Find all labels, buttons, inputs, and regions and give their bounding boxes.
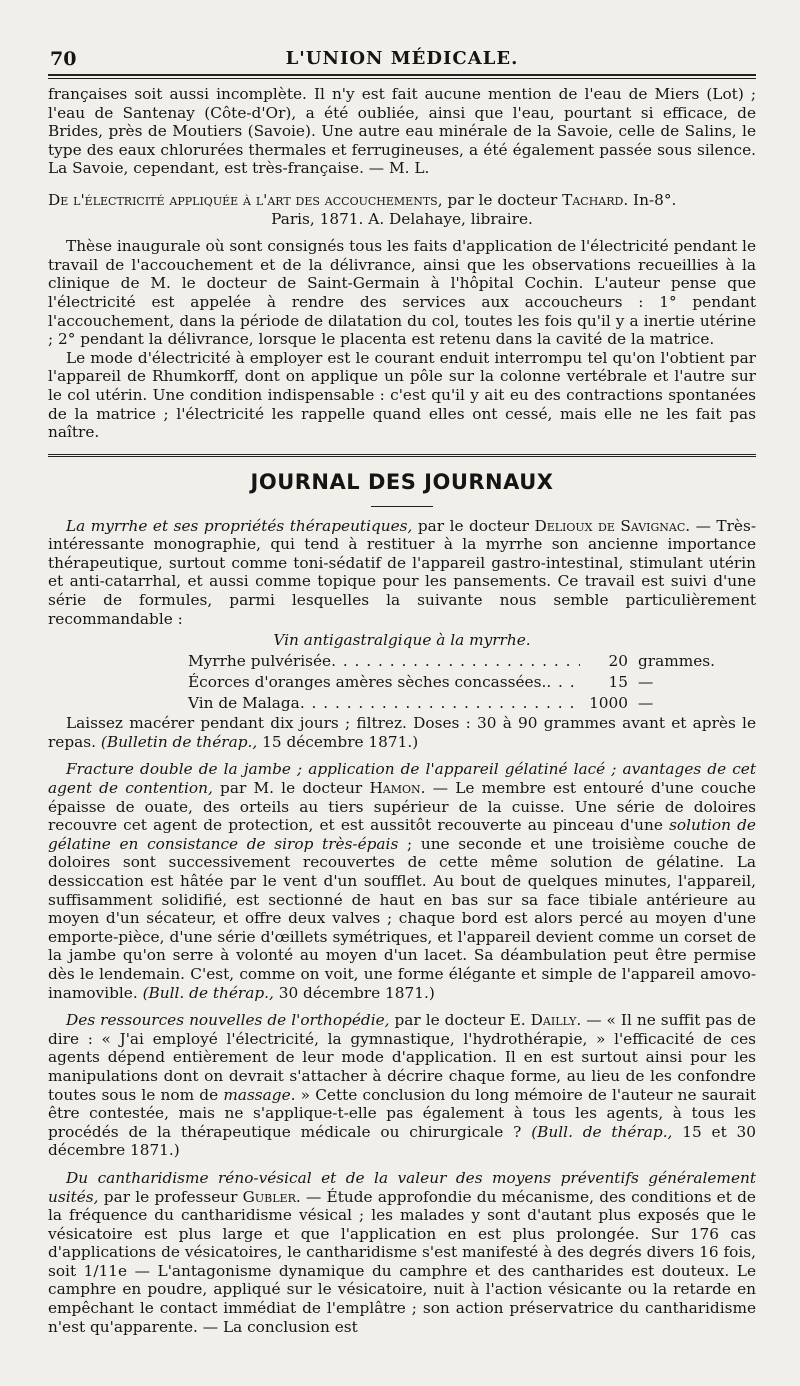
recipe-row: [48, 693, 756, 714]
entry-myrrhe: [48, 517, 756, 629]
section-short-rule: [371, 506, 433, 507]
entry-myrrhe-text: . — Très-intéressante monographie, qui tend à restituer à la myrrhe son ancienne importance thérapeutique, surtout comme toni-sédatif de l'appareil gastro-intestinal, stimulant utérin et anti-catarrhal, et aussi comme topique pour les pansements. Ce travail est suivi d'une série de formules, parmi lesquelles la suivante nous semble particulièrement recommandable :: [48, 516, 756, 628]
recipe-instructions-text: Laissez macérer pendant dix jours ; filtrez. Doses : 30 à 90 grammes avant et après le repas.: [48, 714, 756, 751]
book-publisher: Paris, 1871. A. Delahaye, libraire.: [271, 209, 533, 228]
entry-myrrhe-author: Delioux de Savignac: [534, 516, 686, 535]
book-title: De l'électricité appliquée à l'art des accouchements,: [48, 190, 443, 209]
book-review-heading: [48, 191, 756, 228]
book-paragraph-1: Thèse inaugurale où sont consignés tous les faits d'application de l'électricité pendant le travail de l'accouchement et de la délivrance, ainsi que les observations recueillies à la clinique de M. le docteur de Saint-Germain à l'hôpital Cochin. L'auteur pense que l'électricité est appelée à rendre des services aux accoucheurs : 1° pendant l'accouchement, dans la période de dilatation du col, toutes les fois qu'il y a inertie utérine ; 2° pendant la délivrance, lorsque le placenta est retenu dans la cavité de la matrice.: [48, 237, 757, 349]
section-rule: [48, 454, 756, 458]
entry-cantharidisme-by: par le professeur: [98, 1187, 243, 1206]
entry-orthopedie-text-1: . — « Il ne suffit pas de dire : « J'ai employé l'électricité, la gymnastique, l'hydrothérapie, » l'efficacité de ces agents dépend entièrement de leur mode d'application. Il en est surtout ainsi pour les manipulations dont on devrait s'attacher à décrire chaque forme, au lieu de les confondre toutes sous le nom de: [48, 1011, 756, 1104]
running-title: L'UNION MÉDICALE.: [285, 48, 519, 69]
page-number: 70: [50, 48, 77, 70]
entry-myrrhe-ref-journal: (Bulletin de thérap.,: [100, 732, 258, 751]
book-author-prefix: par le docteur: [442, 190, 563, 209]
recipe-title: Vin antigastralgique à la myrrhe.: [273, 631, 531, 650]
entry-myrrhe-by: par le docteur: [412, 516, 535, 535]
entry-orthopedie-text-2: . » Cette conclusion du long mémoire de l'auteur ne saurait être contestée, mais ne s'applique-t-elle pas également à tous les agents, à tous les procédés de la thérapeutique médicale ou chirurgicale ?: [48, 1085, 756, 1141]
entry-fracture-title: Fracture double de la jambe ; application de l'appareil gélatiné lacé ; avantages de cet agent de contention,: [48, 760, 756, 798]
ingredient-unit: grammes.: [638, 652, 715, 671]
journal-page: [48, 40, 756, 1336]
ingredient-name: Myrrhe pulvérisée: [188, 652, 332, 671]
entry-cantharidisme-text: . — Étude approfondie du mécanisme, des conditions et de la fréquence du cantharidisme vésical ; les malades y sont d'autant plus exposés que le vésicatoire est plus large et que l'application en est plus prolongée. Sur 176 cas d'applications de vésicatoires, le cantharidisme s'est manifesté à des degrés divers 16 fois, soit 1/11e — L'antagonisme dynamique du camphre et des cantharides est douteux. Le camphre en poudre, appliqué sur le vésicatoire, nuit à l'action vésicante ou la retarde en empêchant le contact immédiat de l'emplâtre ; son action préservatrice du cantharidisme n'est qu'apparente. — La conclusion est: [48, 1187, 756, 1336]
entry-fracture-italic: solution de gélatine en consistance de sirop très-épais: [48, 816, 756, 853]
book-paragraph-2: Le mode d'électricité à employer est le courant enduit interrompu tel qu'on l'obtient par l'appareil de Rhumkorff, dont on applique un pôle sur la colonne vertébrale et l'autre sur le col utérin. Une condition indispensable : c'est qu'il y ait eu des contractions spontanées de la matrice ; l'électricité les rappelle quand elles ont cessé, mais elle ne les fait pas naître.: [48, 348, 756, 442]
entry-orthopedie-title: Des ressources nouvelles de l'orthopédie,: [66, 1011, 390, 1030]
entry-cantharidisme: [48, 1169, 756, 1336]
entry-fracture-ref-date: 30 décembre 1871.): [273, 983, 435, 1002]
recipe-row: [48, 672, 756, 693]
header-rule: [48, 74, 756, 79]
entry-orthopedie: [48, 1011, 756, 1160]
recipe-row: [48, 651, 756, 672]
entry-orthopedie-italic: massage: [223, 1085, 291, 1104]
entry-orthopedie-author: E. Dailly: [509, 1011, 577, 1030]
entry-myrrhe-ref-date: 15 décembre 1871.): [257, 732, 419, 751]
entry-orthopedie-by: par le docteur: [389, 1011, 510, 1030]
entry-fracture-author: Hamon: [369, 779, 421, 798]
ingredient-unit: —: [638, 673, 654, 692]
entry-fracture: [48, 760, 756, 1002]
book-format: . In-8°.: [623, 190, 677, 209]
book-author: Tachard: [562, 190, 624, 209]
ingredient-name: Vin de Malaga: [188, 694, 300, 713]
entry-orthopedie-ref-journal: (Bull. de thérap.,: [531, 1122, 673, 1141]
section-title: JOURNAL DES JOURNAUX: [250, 469, 554, 494]
leader-dots: [546, 672, 580, 693]
ingredient-qty: 20: [608, 652, 628, 671]
entry-fracture-text-2: ; une seconde et une troisième couche de doloires sont successivement recouvertes de cette même solution de gélatine. La dessiccation est hâtée par le vent d'un soufflet. Au bout de quelques minutes, l'appareil, suffisamment solidifié, est sectionné de haut en bas sur sa face tibiale antérieure au moyen d'un sécateur, et offre deux valves ; chaque bord est alors percé au moyen d'une emporte-pièce, d'une série d'œillets symétriques, et l'appareil devient comme un corset de la jambe qu'on serre à volonté au moyen d'un lacet. Sa déambulation peut être permise dès le lendemain. C'est, comme on voit, une forme élégante et simple de l'appareil amovo-inamovible.: [48, 834, 756, 1002]
page-header: [48, 40, 756, 70]
ingredient-unit: —: [638, 694, 654, 713]
recipe-list: [48, 651, 756, 714]
entry-cantharidisme-author: Gubler: [242, 1187, 296, 1206]
entry-orthopedie-ref-date: 15 et 30 décembre 1871.): [48, 1122, 757, 1160]
leader-dots: [331, 651, 580, 672]
leader-dots: [300, 693, 580, 714]
opening-paragraph: françaises soit aussi incomplète. Il n'y est fait aucune mention de l'eau de Miers (Lot) ; l'eau de Santenay (Côte-d'Or), a été oubliée, ainsi que l'eau, pourtant si efficace, de Brides, près de Moutiers (Savoie). Une autre eau minérale de la Savoie, celle de Salins, le type des eaux chlorurées thermales et ferrugineuses, a été également passée sous silence. La Savoie, cependant, est très-française. — M. L.: [48, 85, 756, 178]
recipe-instructions: [48, 714, 756, 751]
entry-fracture-text-1: . — Le membre est entouré d'une couche épaisse de ouate, des orteils au tiers supérieur de la cuisse. Une série de doloires recouvre cet agent de protection, et est aussitôt recouverte au pinceau d'une: [48, 779, 756, 835]
entry-cantharidisme-title: Du cantharidisme réno-vésical et de la valeur des moyens préventifs généralement usités,: [48, 1168, 756, 1206]
ingredient-name: Écorces d'oranges amères sèches concassées.: [188, 673, 547, 692]
entry-fracture-ref-journal: (Bull. de thérap.,: [142, 983, 274, 1002]
ingredient-qty: 1000: [589, 694, 628, 713]
ingredient-qty: 15: [608, 673, 628, 692]
entry-myrrhe-title: La myrrhe et ses propriétés thérapeutiques,: [66, 516, 413, 535]
entry-fracture-by: par M. le docteur: [212, 779, 370, 798]
